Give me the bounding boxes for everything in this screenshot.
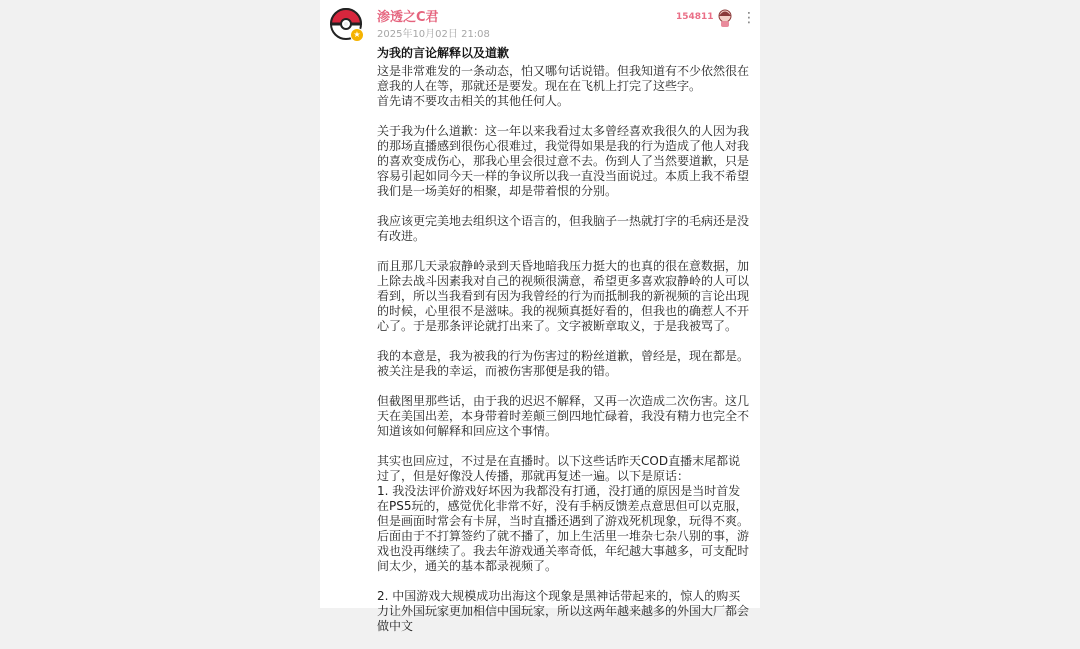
post-paragraph: 我的本意是，我为被我的行为伤害过的粉丝道歉，曾经是，现在都是。被关注是我的幸运，而被伤害那便是我的错。 xyxy=(377,349,750,378)
post-paragraph: 2. 中国游戏大规模成功出海这个现象是黑神话带起来的，惊人的购买力让外国玩家更加相信中国玩家，所以这两年越来越多的外国大厂都会做中文 xyxy=(377,589,750,633)
character-badge-icon xyxy=(715,8,735,28)
post-paragraph: 关于我为什么道歉：这一年以来我看过太多曾经喜欢我很久的人因为我的那场直播感到很伤心很难过，我觉得如果是我的行为造成了他人对我的喜欢变成伤心，那我心里会很过意不去。伤到人了当然要道歉，只是容易引起如同今天一样的争议所以我一直没当面说过。本质上我不希望我们是一场美好的相聚，却是带着恨的分别。 xyxy=(377,124,750,198)
post-paragraph: 其实也回应过，不过是在直播时。以下这些话昨天COD直播末尾都说过了，但是好像没人传播，那就再复述一遍。以下是原话： 1. 我没法评价游戏好坏因为我都没有打通，没打通的原因是当时首发在PS5玩的，感觉优化非常不好，没有手柄反馈差点意思但可以克服，但是画面时常会有卡屏，当时直播还遇到了游戏死机现象，玩得不爽。后面由于不打算签约了就不播了，加上生活里一堆杂七杂八别的事，游戏也没再继续了。我去年游戏通关率奇低，年纪越大事越多，可支配时间太少，通关的基本都录视频了。 xyxy=(377,454,750,573)
post-body xyxy=(377,64,749,649)
more-options-icon[interactable]: ⋮ xyxy=(742,10,756,26)
fan-badge-number: 154811 xyxy=(676,12,714,22)
post-paragraph: 这是非常难发的一条动态，怕又哪句话说错。但我知道有不少依然很在意我的人在等，那就还是要发。现在在飞机上打完了这些字。 首先请不要攻击相关的其他任何人。 xyxy=(377,64,750,108)
post-timestamp: 2025年10月02日 21:08 xyxy=(377,29,490,40)
post-paragraph: 而且那几天录寂静岭录到天昏地暗我压力挺大的也真的很在意数据，加上除去战斗因素我对自己的视频很满意，希望更多喜欢寂静岭的人可以看到，所以当我看到有因为我曾经的行为而抵制我的新视频的言论出现的时候，心里很不是滋味。我的视频真挺好看的，但我也的确惹人不开心了。于是那条评论就打出来了。文字被断章取义，于是我被骂了。 xyxy=(377,259,750,333)
verified-icon: ★ xyxy=(350,28,364,42)
post-paragraph: 我应该更完美地去组织这个语言的，但我脑子一热就打字的毛病还是没有改进。 xyxy=(377,214,750,243)
post-card xyxy=(320,0,760,633)
post-title: 为我的言论解释以及道歉 xyxy=(377,46,510,60)
author-name[interactable]: 渗透之C君 xyxy=(377,10,439,25)
post-paragraph: 但截图里那些话，由于我的迟迟不解释，又再一次造成二次伤害。这几天在美国出差，本身带着时差颠三倒四地忙碌着，我没有精力也完全不知道该如何解释和回应这个事情。 xyxy=(377,394,750,438)
